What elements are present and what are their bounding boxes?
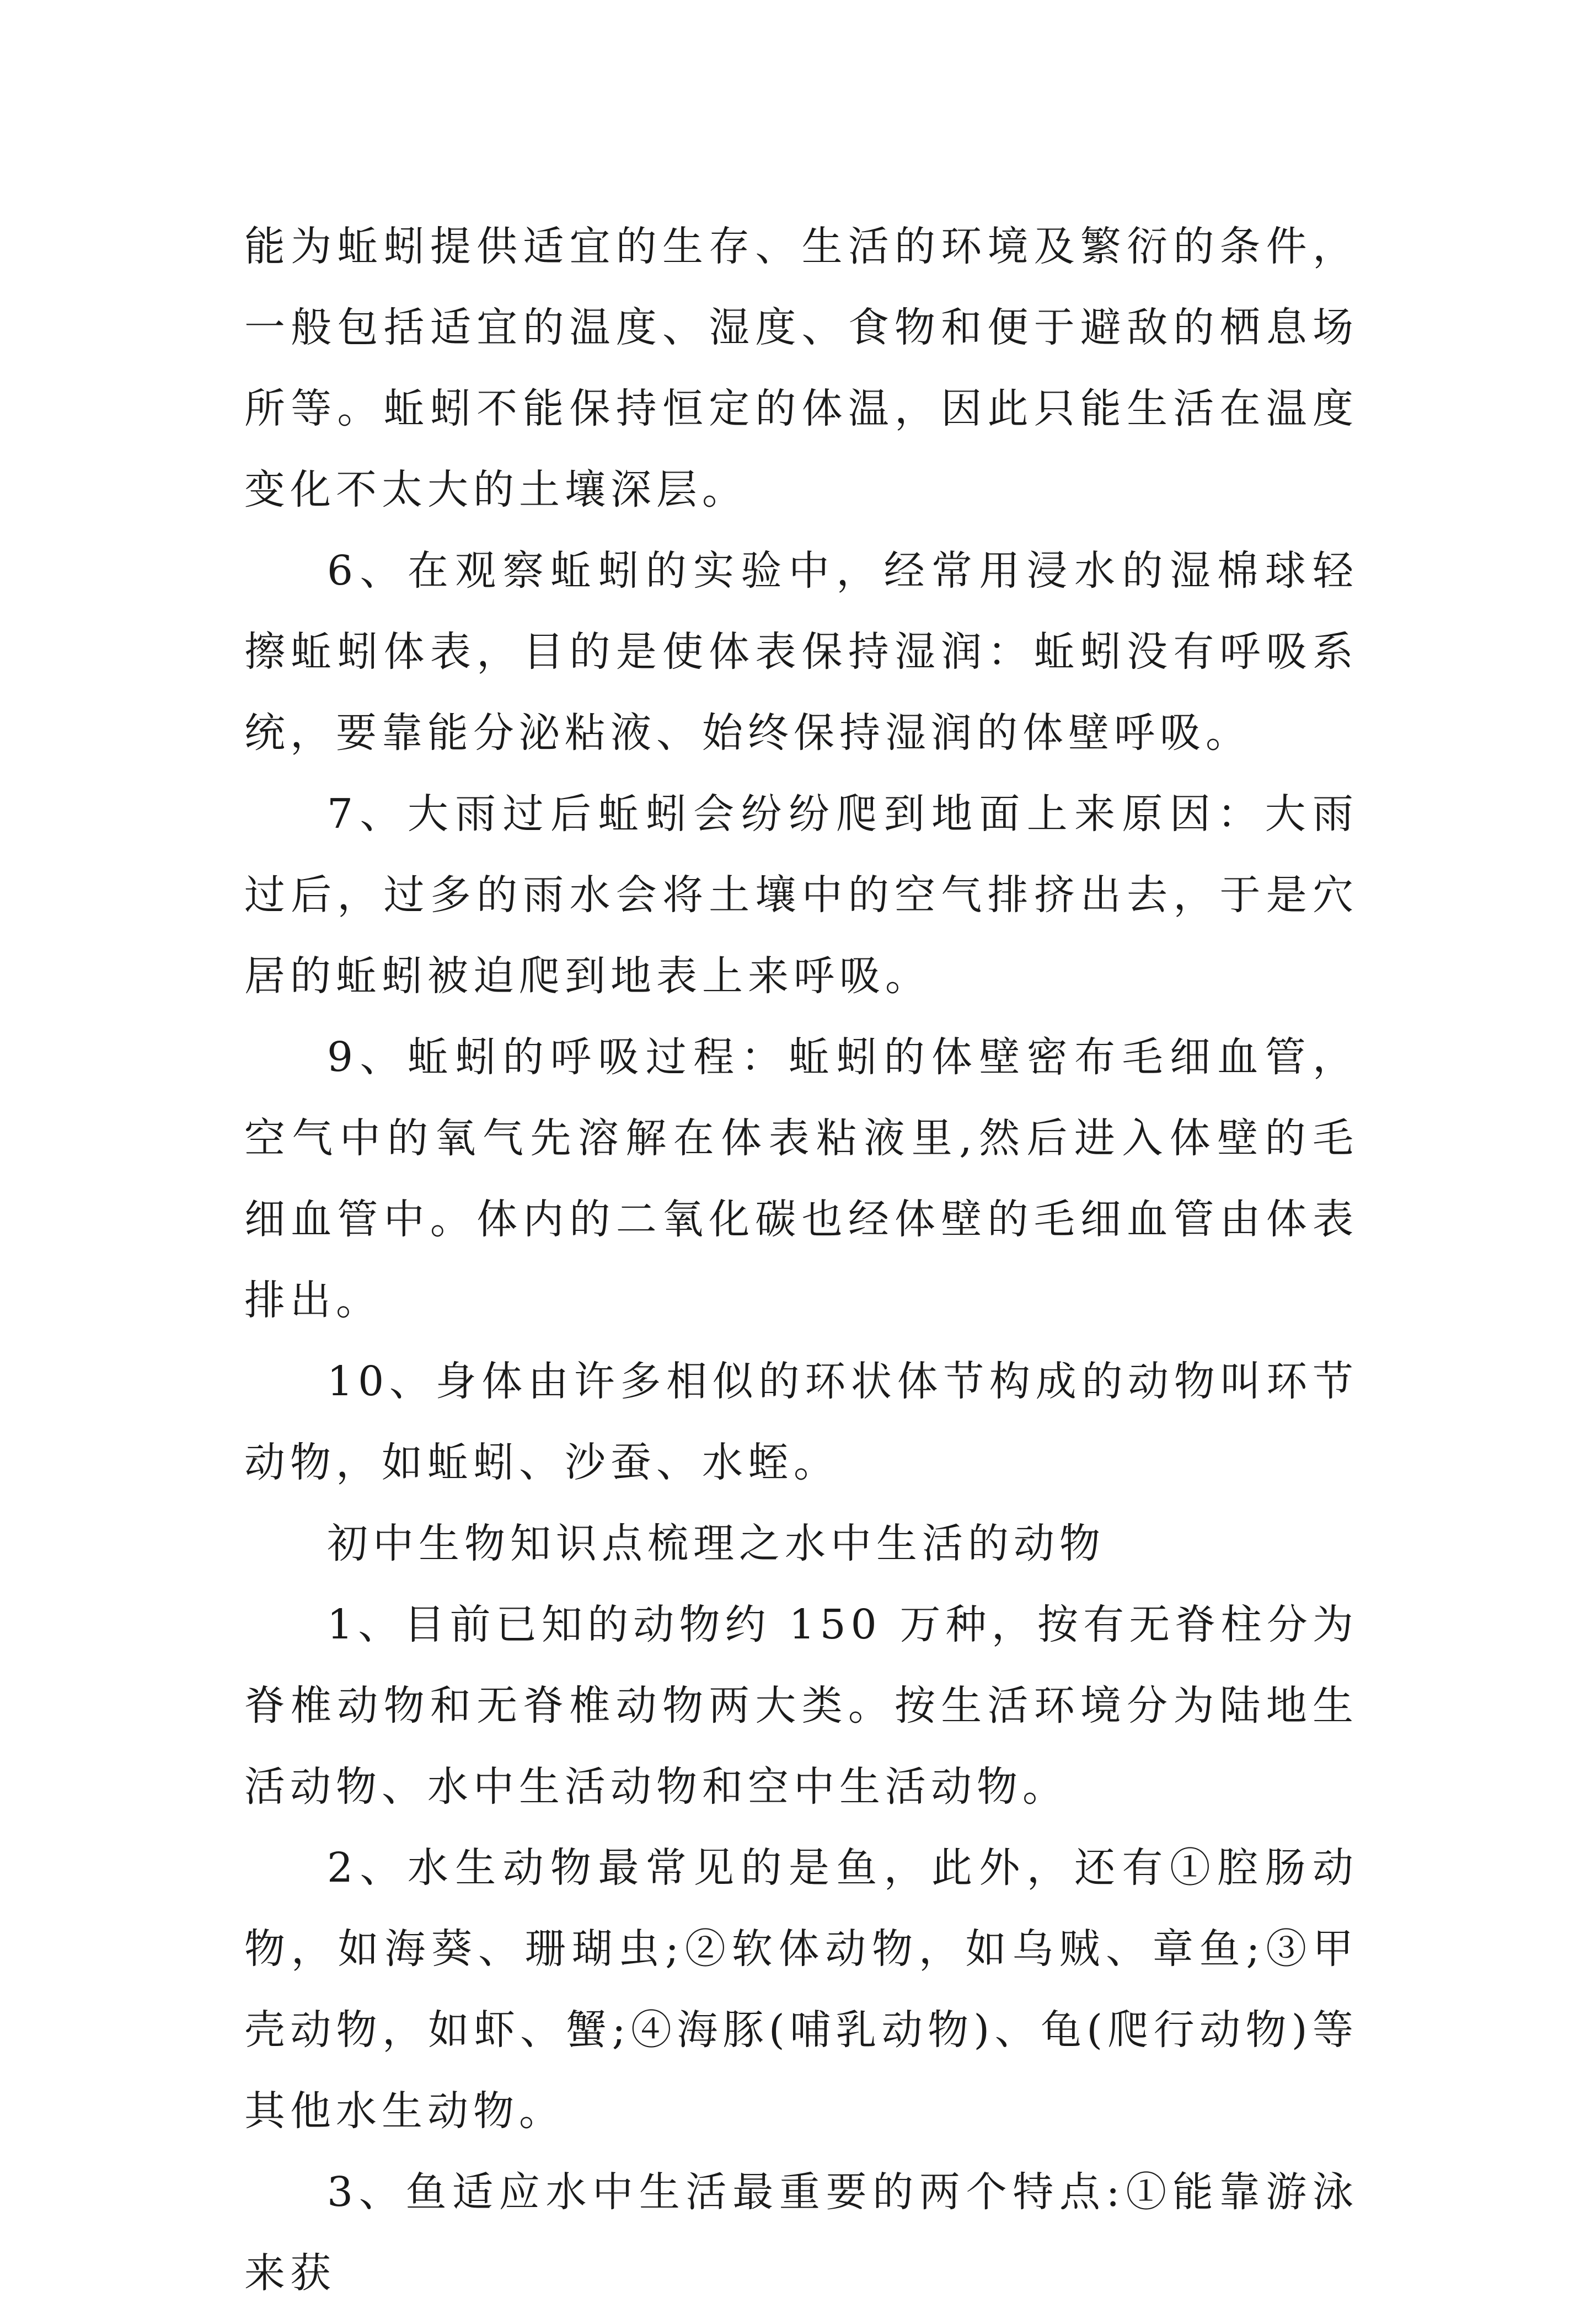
paragraph: 能为蚯蚓提供适宜的生存、生活的环境及繁衍的条件，一般包括适宜的温度、湿度、食物和便于避敌的栖息场所等。蚯蚓不能保持恒定的体温，因此只能生活在温度变化不太大的土壤深层。 bbox=[244, 223, 1358, 513]
paragraph: 10、身体由许多相似的环状体节构成的动物叫环节动物，如蚯蚓、沙蚕、水蛭。 bbox=[244, 1358, 1358, 1486]
paragraph: 3、鱼适应水中生活最重要的两个特点:①能靠游泳来获 bbox=[244, 2168, 1358, 2297]
paragraph: 7、大雨过后蚯蚓会纷纷爬到地面上来原因：大雨过后，过多的雨水会将土壤中的空气排挤出去，于是穴居的蚯蚓被迫爬到地表上来呼吸。 bbox=[244, 790, 1358, 1000]
paragraph: 6、在观察蚯蚓的实验中，经常用浸水的湿棉球轻擦蚯蚓体表，目的是使体表保持湿润：蚯蚓没有呼吸系统，要靠能分泌粘液、始终保持湿润的体壁呼吸。 bbox=[244, 547, 1358, 757]
paragraph: 9、蚯蚓的呼吸过程：蚯蚓的体壁密布毛细血管，空气中的氧气先溶解在体表粘液里,然后进入体壁的毛细血管中。体内的二氧化碳也经体壁的毛细血管由体表排出。 bbox=[244, 1033, 1358, 1324]
section-heading: 初中生物知识点梳理之水中生活的动物 bbox=[327, 1520, 1105, 1567]
paragraph: 2、水生动物最常见的是鱼，此外，还有①腔肠动物，如海葵、珊瑚虫;②软体动物，如乌贼、章鱼;③甲壳动物，如虾、蟹;④海豚(哺乳动物)、龟(爬行动物)等其他水生动物。 bbox=[244, 1844, 1358, 2135]
paragraph: 1、目前已知的动物约 150 万种，按有无脊柱分为脊椎动物和无脊椎动物两大类。按生活环境分为陆地生活动物、水中生活动物和空中生活动物。 bbox=[244, 1601, 1358, 1811]
document-body bbox=[244, 206, 1358, 2314]
